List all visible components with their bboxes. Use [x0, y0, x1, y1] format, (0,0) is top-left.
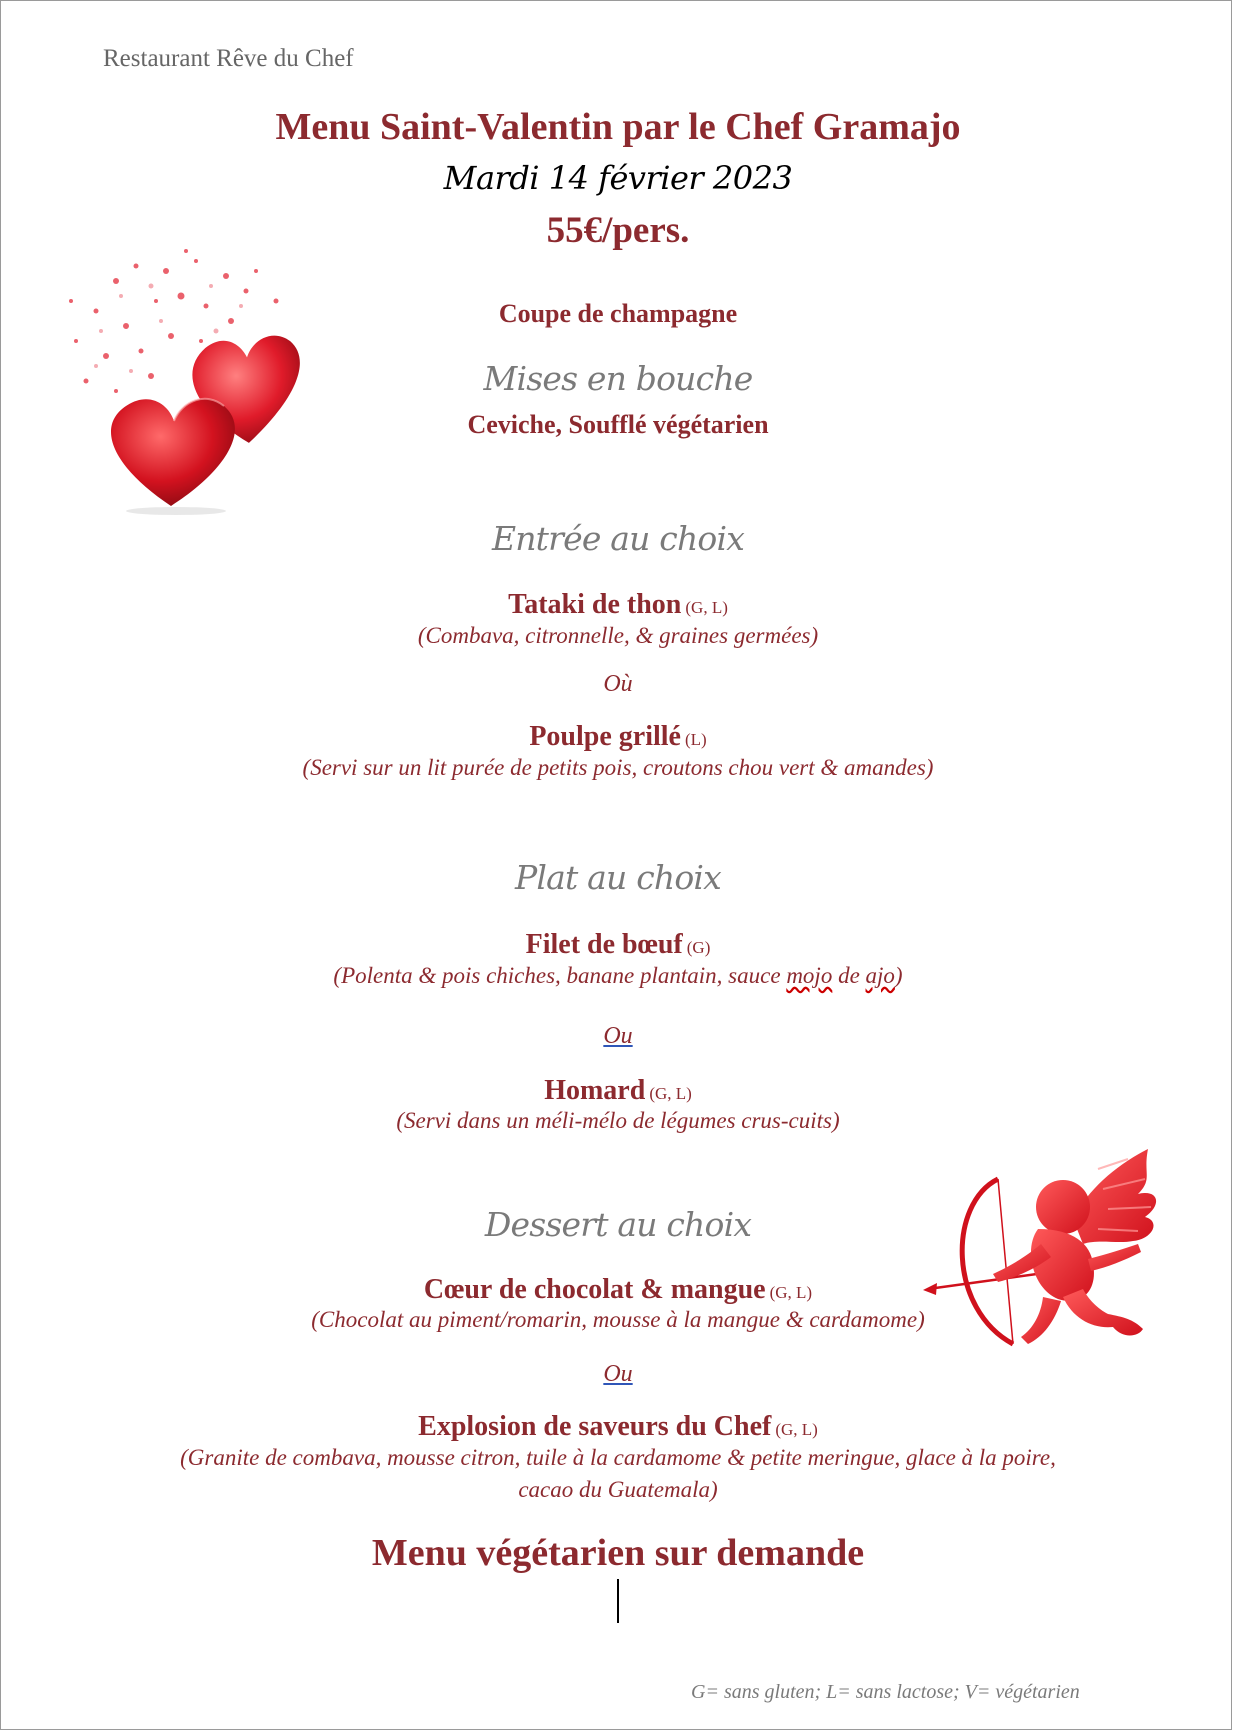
hearts-illustration — [56, 241, 336, 516]
entree-heading: Entrée au choix — [491, 519, 745, 558]
spellcheck-word: ajo — [865, 963, 895, 988]
dish-name: Cœur de chocolat & mangue — [423, 1274, 766, 1305]
menu-title: Menu Saint-Valentin par le Chef Gramajo — [275, 106, 961, 148]
mises-en-bouche-items: Ceviche, Soufflé végétarien — [467, 410, 769, 439]
allergen-legend: G= sans gluten; L= sans lactose; V= végétarien — [691, 1681, 1080, 1703]
entree-or: Où — [603, 671, 633, 697]
plat-or — [1, 1023, 1234, 1050]
spellcheck-word: mojo — [786, 963, 833, 988]
plat-option-2-desc: (Servi dans un méli-mélo de légumes crus-cuits) — [396, 1108, 840, 1133]
dessert-heading: Dessert au choix — [484, 1205, 752, 1244]
plat-option-2 — [1, 1075, 1234, 1107]
dessert-option-2 — [1, 1411, 1234, 1443]
cupid-illustration — [923, 1149, 1173, 1364]
allergen-code: (G, L) — [769, 1283, 813, 1302]
plat-option-1 — [1, 929, 1234, 961]
entree-option-1 — [1, 589, 1234, 621]
dish-name: Tataki de thon — [508, 589, 682, 620]
desc-text: de — [832, 963, 866, 988]
or-text: Ou — [603, 1023, 633, 1049]
dish-name: Explosion de saveurs du Chef — [418, 1411, 772, 1442]
allergen-code: (G, L) — [649, 1084, 692, 1103]
entree-option-1-desc: (Combava, citronnelle, & graines germées) — [417, 623, 819, 648]
entree-option-2-desc: (Servi sur un lit purée de petits pois, croutons chou vert & amandes) — [302, 755, 934, 780]
vegetarian-note: Menu végétarien sur demande — [371, 1532, 865, 1574]
restaurant-name: Restaurant Rêve du Chef — [103, 45, 354, 72]
dish-name: Homard — [544, 1075, 646, 1106]
dessert-option-2-desc-line1: (Granite de combava, mousse citron, tuile à la cardamome & petite meringue, glace à la poire, — [180, 1445, 1056, 1470]
mises-en-bouche-heading: Mises en bouche — [483, 359, 753, 398]
dessert-option-1-desc: (Chocolat au piment/romarin, mousse à la mangue & cardamome) — [311, 1307, 925, 1332]
allergen-code: (G, L) — [775, 1420, 818, 1439]
plat-heading: Plat au choix — [515, 858, 721, 897]
plat-option-1-desc — [1, 963, 1234, 989]
desc-text: (Polenta & pois chiches, banane plantain, sauce — [333, 963, 787, 988]
text-cursor — [617, 1579, 619, 1623]
aperitif: Coupe de champagne — [498, 299, 738, 328]
or-text: Ou — [603, 1361, 633, 1387]
dessert-or — [1, 1361, 1234, 1388]
menu-date: Mardi 14 février 2023 — [443, 159, 793, 197]
dish-name: Poulpe grillé — [529, 721, 681, 752]
desc-text: ) — [894, 963, 903, 988]
dish-name: Filet de bœuf — [525, 929, 683, 960]
menu-price: 55€/pers. — [546, 210, 690, 251]
entree-option-2 — [1, 721, 1234, 753]
allergen-code: (G) — [686, 938, 711, 957]
allergen-code: (L) — [684, 730, 707, 749]
allergen-code: (G, L) — [685, 598, 728, 617]
dessert-option-2-desc-line2: cacao du Guatemala) — [518, 1477, 718, 1502]
